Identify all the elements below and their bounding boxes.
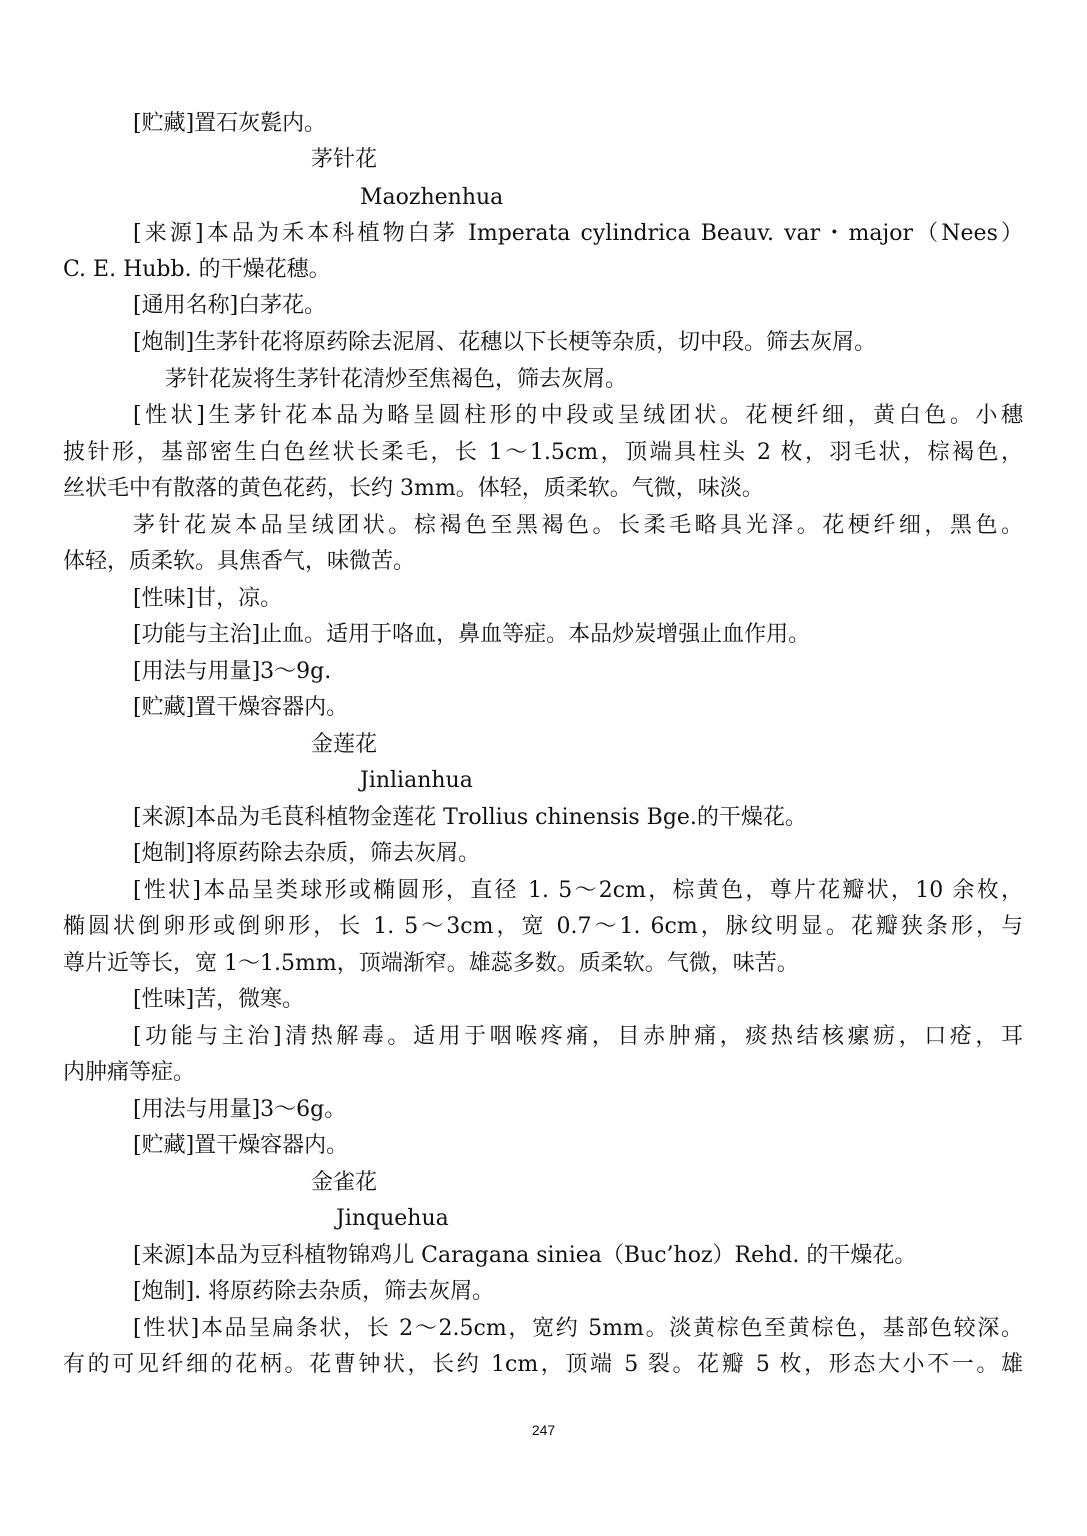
text-line: [贮藏]置干燥容器内。	[133, 695, 349, 720]
text-line: [来源]本品为毛茛科植物金莲花 Trollius chinensis Bge.的干燥花。	[133, 805, 807, 830]
page-number: 247	[531, 1422, 556, 1438]
text-line: 体轻，质柔软。具焦香气，味微苦。	[63, 549, 416, 574]
text-line: [性状]生茅针花本品为略呈圆柱形的中段或呈绒团状。花梗纤细，黄白色。小穗	[133, 403, 1023, 428]
entry-title: 金雀花	[311, 1170, 378, 1195]
text-line: [用法与用量]3～9g.	[133, 659, 332, 684]
entry-pinyin: Jinquehua	[336, 1206, 449, 1231]
text-line: [贮藏]置石灰甏内。	[133, 111, 327, 136]
text-line: 茅针花炭将生茅针花清炒至焦褐色，筛去灰屑。	[165, 367, 628, 392]
text-line: 丝状毛中有散落的黄色花药，长约 3mm。体轻，质柔软。气微，味淡。	[63, 476, 764, 501]
entry-title: 茅针花	[311, 147, 378, 172]
text-line: 有的可见纤细的花柄。花曹钟状，长约 1cm，顶端 5 裂。花瓣 5 枚，形态大小不一。雄	[63, 1352, 1023, 1377]
text-line: [功能与主治]止血。适用于咯血，鼻血等症。本品炒炭增强止血作用。	[133, 622, 811, 647]
entry-title: 金莲花	[311, 732, 378, 757]
text-line: [性状]本品呈扁条状，长 2～2.5cm，宽约 5mm。淡黄棕色至黄棕色，基部色较深。	[133, 1316, 1023, 1341]
entry-pinyin: Maozhenhua	[360, 185, 504, 210]
text-line: [性状]本品呈类球形或椭圆形，直径 1. 5～2cm，棕黄色，尊片花瓣状，10 余枚，	[133, 878, 1023, 903]
text-line: [功能与主治]清热解毒。适用于咽喉疼痛，目赤肿痛，痰热结核瘰疬，口疮，耳	[133, 1024, 1023, 1049]
text-line: [来源]本品为豆科植物锦鸡儿 Caragana siniea（Buc’hoz）Rehd. 的干燥花。	[133, 1243, 917, 1268]
text-line: [用法与用量]3～6g。	[133, 1097, 347, 1122]
text-line: 披针形，基部密生白色丝状长柔毛，长 1～1.5cm，顶端具柱头 2 枚，羽毛状，棕褐色，	[63, 440, 1023, 465]
text-line: 椭圆状倒卵形或倒卵形，长 1. 5～3cm，宽 0.7～1. 6cm，脉纹明显。花瓣狭条形，与	[63, 914, 1023, 939]
text-line: [炮制]将原药除去杂质，筛去灰屑。	[133, 841, 481, 866]
text-line: [来源]本品为禾本科植物白茅 Imperata cylindrica Beauv. var・major（Nees）	[133, 221, 1023, 246]
text-line: 尊片近等长，宽 1～1.5mm，顶端渐窄。雄蕊多数。质柔软。气微，味苦。	[63, 951, 799, 976]
text-line: [贮藏]置干燥容器内。	[133, 1133, 349, 1158]
text-line: 内肿痛等症。	[63, 1060, 196, 1085]
text-line: 茅针花炭本品呈绒团状。棕褐色至黑褐色。长柔毛略具光泽。花梗纤细，黑色。	[133, 513, 1023, 538]
text-line: [通用名称]白茅花。	[133, 293, 327, 318]
text-line: C. E. Hubb. 的干燥花穗。	[63, 257, 331, 282]
text-line: [炮制]. 将原药除去杂质，筛去灰屑。	[133, 1279, 495, 1304]
text-line: [性味]甘，凉。	[133, 586, 283, 611]
text-line: [炮制]生茅针花将原药除去泥屑、花穗以下长梗等杂质，切中段。筛去灰屑。	[133, 330, 877, 355]
entry-pinyin: Jinlianhua	[360, 768, 473, 793]
text-line: [性味]苦，微寒。	[133, 987, 305, 1012]
